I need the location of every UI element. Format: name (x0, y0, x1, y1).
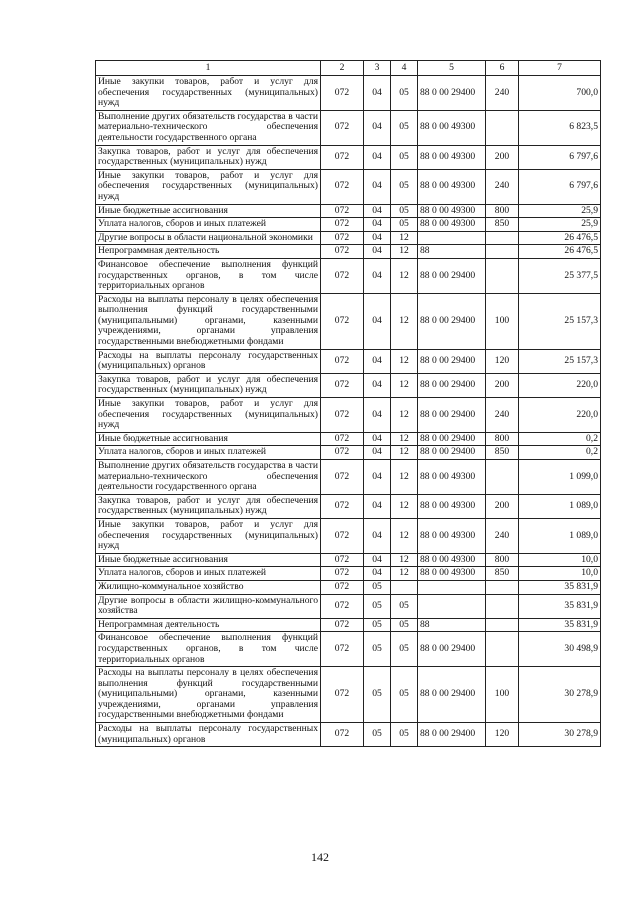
section-code-cell: 05 (364, 618, 391, 632)
section-code-cell: 04 (364, 169, 391, 204)
amount-cell: 35 831,9 (519, 594, 601, 618)
amount-cell: 6 797,6 (519, 169, 601, 204)
table-row (96, 231, 601, 245)
subsection-code-cell: 12 (391, 460, 418, 495)
table-row (96, 494, 601, 518)
subsection-code-cell: 05 (391, 76, 418, 111)
amount-cell: 220,0 (519, 398, 601, 433)
column-header: 4 (391, 61, 418, 76)
target-article-cell: 88 0 00 29400 (418, 373, 486, 397)
item-name-cell: Иные бюджетные ассигнования (96, 553, 321, 567)
subsection-code-cell: 05 (391, 723, 418, 747)
table-row (96, 145, 601, 169)
target-article-cell: 88 0 00 29400 (418, 258, 486, 293)
column-header: 5 (418, 61, 486, 76)
expense-type-cell: 800 (486, 204, 519, 218)
section-code-cell: 04 (364, 553, 391, 567)
grbs-code-cell: 072 (321, 553, 364, 567)
column-header: 2 (321, 61, 364, 76)
grbs-code-cell: 072 (321, 231, 364, 245)
subsection-code-cell: 12 (391, 258, 418, 293)
section-code-cell: 05 (364, 723, 391, 747)
expense-type-cell: 850 (486, 446, 519, 460)
table-row (96, 76, 601, 111)
item-name-cell: Расходы на выплаты персоналу в целях обеспечения выполнения функций государственными (муниципальными) органами, казенными учреждениями, органами управления государственными внебюджетными фондами (96, 667, 321, 723)
table-row (96, 518, 601, 553)
subsection-code-cell: 12 (391, 567, 418, 581)
grbs-code-cell: 072 (321, 460, 364, 495)
expense-type-cell: 240 (486, 398, 519, 433)
expense-type-cell (486, 594, 519, 618)
expense-type-cell: 120 (486, 349, 519, 373)
subsection-code-cell: 05 (391, 618, 418, 632)
grbs-code-cell: 072 (321, 245, 364, 259)
target-article-cell: 88 0 00 49300 (418, 494, 486, 518)
section-code-cell: 05 (364, 594, 391, 618)
item-name-cell: Финансовое обеспечение выполнения функций государственных органов, в том числе территориальных органов (96, 258, 321, 293)
expense-type-cell (486, 632, 519, 667)
subsection-code-cell: 05 (391, 218, 418, 232)
table-row (96, 258, 601, 293)
subsection-code-cell: 12 (391, 518, 418, 553)
target-article-cell: 88 0 00 29400 (418, 398, 486, 433)
amount-cell: 25 157,3 (519, 293, 601, 349)
grbs-code-cell: 072 (321, 518, 364, 553)
grbs-code-cell: 072 (321, 258, 364, 293)
target-article-cell: 88 0 00 49300 (418, 145, 486, 169)
item-name-cell: Другие вопросы в области национальной экономики (96, 231, 321, 245)
target-article-cell: 88 0 00 49300 (418, 110, 486, 145)
grbs-code-cell: 072 (321, 594, 364, 618)
grbs-code-cell: 072 (321, 618, 364, 632)
expense-type-cell (486, 245, 519, 259)
item-name-cell: Закупка товаров, работ и услуг для обеспечения государственных (муниципальных) нужд (96, 494, 321, 518)
page-number: 142 (311, 850, 329, 864)
table-row (96, 169, 601, 204)
section-code-cell: 05 (364, 667, 391, 723)
table-row (96, 594, 601, 618)
table-row (96, 580, 601, 594)
target-article-cell (418, 594, 486, 618)
column-header: 7 (519, 61, 601, 76)
expense-type-cell: 200 (486, 373, 519, 397)
grbs-code-cell: 072 (321, 169, 364, 204)
column-header: 1 (96, 61, 321, 76)
subsection-code-cell: 12 (391, 231, 418, 245)
section-code-cell: 04 (364, 110, 391, 145)
item-name-cell: Непрограммная деятельность (96, 245, 321, 259)
section-code-cell: 04 (364, 145, 391, 169)
budget-table (95, 60, 601, 747)
expense-type-cell (486, 231, 519, 245)
subsection-code-cell: 12 (391, 553, 418, 567)
section-code-cell: 04 (364, 432, 391, 446)
expense-type-cell: 100 (486, 293, 519, 349)
expense-type-cell: 800 (486, 432, 519, 446)
section-code-cell: 04 (364, 398, 391, 433)
table-row (96, 349, 601, 373)
target-article-cell: 88 0 00 49300 (418, 204, 486, 218)
subsection-code-cell: 12 (391, 373, 418, 397)
expense-type-cell: 100 (486, 667, 519, 723)
section-code-cell: 04 (364, 460, 391, 495)
item-name-cell: Непрограммная деятельность (96, 618, 321, 632)
table-row (96, 567, 601, 581)
item-name-cell: Жилищно-коммунальное хозяйство (96, 580, 321, 594)
item-name-cell: Иные закупки товаров, работ и услуг для обеспечения государственных (муниципальных) нужд (96, 76, 321, 111)
amount-cell: 25,9 (519, 218, 601, 232)
item-name-cell: Расходы на выплаты персоналу государственных (муниципальных) органов (96, 349, 321, 373)
target-article-cell: 88 0 00 49300 (418, 567, 486, 581)
subsection-code-cell: 12 (391, 293, 418, 349)
section-code-cell: 04 (364, 231, 391, 245)
amount-cell: 700,0 (519, 76, 601, 111)
amount-cell: 30 278,9 (519, 723, 601, 747)
table-row (96, 553, 601, 567)
grbs-code-cell: 072 (321, 218, 364, 232)
expense-type-cell (486, 618, 519, 632)
expense-type-cell (486, 580, 519, 594)
target-article-cell: 88 0 00 29400 (418, 432, 486, 446)
item-name-cell: Уплата налогов, сборов и иных платежей (96, 218, 321, 232)
target-article-cell: 88 (418, 245, 486, 259)
amount-cell: 0,2 (519, 446, 601, 460)
table-row (96, 204, 601, 218)
section-code-cell: 04 (364, 494, 391, 518)
amount-cell: 6 823,5 (519, 110, 601, 145)
item-name-cell: Расходы на выплаты персоналу в целях обеспечения выполнения функций государственными (муниципальными) органами, казенными учреждениями, органами управления государственными внебюджетными фондами (96, 293, 321, 349)
amount-cell: 10,0 (519, 553, 601, 567)
header-row (96, 61, 601, 76)
table-row (96, 632, 601, 667)
item-name-cell: Иные закупки товаров, работ и услуг для обеспечения государственных (муниципальных) нужд (96, 398, 321, 433)
section-code-cell: 05 (364, 632, 391, 667)
subsection-code-cell: 12 (391, 245, 418, 259)
item-name-cell: Другие вопросы в области жилищно-коммунального хозяйства (96, 594, 321, 618)
target-article-cell: 88 (418, 618, 486, 632)
table-row (96, 667, 601, 723)
item-name-cell: Иные закупки товаров, работ и услуг для обеспечения государственных (муниципальных) нужд (96, 169, 321, 204)
amount-cell: 1 089,0 (519, 518, 601, 553)
amount-cell: 30 278,9 (519, 667, 601, 723)
subsection-code-cell: 12 (391, 494, 418, 518)
grbs-code-cell: 072 (321, 349, 364, 373)
amount-cell: 35 831,9 (519, 580, 601, 594)
section-code-cell: 04 (364, 293, 391, 349)
target-article-cell (418, 580, 486, 594)
subsection-code-cell: 05 (391, 667, 418, 723)
subsection-code-cell: 05 (391, 169, 418, 204)
grbs-code-cell: 072 (321, 567, 364, 581)
table-row (96, 723, 601, 747)
item-name-cell: Иные бюджетные ассигнования (96, 204, 321, 218)
table-row (96, 218, 601, 232)
target-article-cell: 88 0 00 29400 (418, 349, 486, 373)
table-row (96, 245, 601, 259)
target-article-cell: 88 0 00 49300 (418, 218, 486, 232)
grbs-code-cell: 072 (321, 667, 364, 723)
amount-cell: 25 377,5 (519, 258, 601, 293)
amount-cell: 35 831,9 (519, 618, 601, 632)
target-article-cell (418, 231, 486, 245)
section-code-cell: 04 (364, 349, 391, 373)
target-article-cell: 88 0 00 29400 (418, 293, 486, 349)
item-name-cell: Финансовое обеспечение выполнения функций государственных органов, в том числе территориальных органов (96, 632, 321, 667)
amount-cell: 10,0 (519, 567, 601, 581)
section-code-cell: 04 (364, 567, 391, 581)
item-name-cell: Иные закупки товаров, работ и услуг для обеспечения государственных (муниципальных) нужд (96, 518, 321, 553)
subsection-code-cell: 05 (391, 594, 418, 618)
item-name-cell: Выполнение других обязательств государства в части материально-технического обеспечения деятельности государственного органа (96, 110, 321, 145)
column-header: 6 (486, 61, 519, 76)
expense-type-cell: 800 (486, 553, 519, 567)
grbs-code-cell: 072 (321, 580, 364, 594)
expense-type-cell: 240 (486, 518, 519, 553)
grbs-code-cell: 072 (321, 76, 364, 111)
amount-cell: 1 099,0 (519, 460, 601, 495)
expense-type-cell: 850 (486, 218, 519, 232)
subsection-code-cell: 12 (391, 398, 418, 433)
subsection-code-cell: 05 (391, 632, 418, 667)
table-row (96, 293, 601, 349)
target-article-cell: 88 0 00 49300 (418, 518, 486, 553)
section-code-cell: 04 (364, 258, 391, 293)
table-row (96, 432, 601, 446)
target-article-cell: 88 0 00 29400 (418, 446, 486, 460)
expense-type-cell (486, 460, 519, 495)
target-article-cell: 88 0 00 49300 (418, 169, 486, 204)
subsection-code-cell (391, 580, 418, 594)
item-name-cell: Уплата налогов, сборов и иных платежей (96, 567, 321, 581)
grbs-code-cell: 072 (321, 494, 364, 518)
section-code-cell: 04 (364, 218, 391, 232)
subsection-code-cell: 05 (391, 145, 418, 169)
section-code-cell: 04 (364, 446, 391, 460)
item-name-cell: Иные бюджетные ассигнования (96, 432, 321, 446)
amount-cell: 26 476,5 (519, 231, 601, 245)
grbs-code-cell: 072 (321, 432, 364, 446)
table-row (96, 398, 601, 433)
expense-type-cell: 850 (486, 567, 519, 581)
target-article-cell: 88 0 00 29400 (418, 723, 486, 747)
grbs-code-cell: 072 (321, 373, 364, 397)
target-article-cell: 88 0 00 29400 (418, 667, 486, 723)
expense-type-cell: 240 (486, 169, 519, 204)
grbs-code-cell: 072 (321, 632, 364, 667)
column-header: 3 (364, 61, 391, 76)
subsection-code-cell: 12 (391, 432, 418, 446)
grbs-code-cell: 072 (321, 398, 364, 433)
table-row (96, 373, 601, 397)
target-article-cell: 88 0 00 49300 (418, 460, 486, 495)
amount-cell: 26 476,5 (519, 245, 601, 259)
table-row (96, 110, 601, 145)
section-code-cell: 04 (364, 518, 391, 553)
expense-type-cell: 120 (486, 723, 519, 747)
amount-cell: 25,9 (519, 204, 601, 218)
subsection-code-cell: 12 (391, 446, 418, 460)
section-code-cell: 04 (364, 76, 391, 111)
section-code-cell: 04 (364, 204, 391, 218)
table-row (96, 460, 601, 495)
amount-cell: 220,0 (519, 373, 601, 397)
amount-cell: 25 157,3 (519, 349, 601, 373)
table-body (96, 76, 601, 747)
item-name-cell: Уплата налогов, сборов и иных платежей (96, 446, 321, 460)
section-code-cell: 04 (364, 245, 391, 259)
table-row (96, 446, 601, 460)
target-article-cell: 88 0 00 29400 (418, 632, 486, 667)
amount-cell: 6 797,6 (519, 145, 601, 169)
subsection-code-cell: 05 (391, 204, 418, 218)
target-article-cell: 88 0 00 29400 (418, 76, 486, 111)
item-name-cell: Закупка товаров, работ и услуг для обеспечения государственных (муниципальных) нужд (96, 145, 321, 169)
amount-cell: 0,2 (519, 432, 601, 446)
grbs-code-cell: 072 (321, 204, 364, 218)
section-code-cell: 04 (364, 373, 391, 397)
grbs-code-cell: 072 (321, 723, 364, 747)
grbs-code-cell: 072 (321, 110, 364, 145)
section-code-cell: 05 (364, 580, 391, 594)
target-article-cell: 88 0 00 49300 (418, 553, 486, 567)
item-name-cell: Расходы на выплаты персоналу государственных (муниципальных) органов (96, 723, 321, 747)
expense-type-cell (486, 258, 519, 293)
expense-type-cell: 240 (486, 76, 519, 111)
grbs-code-cell: 072 (321, 446, 364, 460)
subsection-code-cell: 05 (391, 110, 418, 145)
subsection-code-cell: 12 (391, 349, 418, 373)
expense-type-cell (486, 110, 519, 145)
grbs-code-cell: 072 (321, 293, 364, 349)
item-name-cell: Выполнение других обязательств государства в части материально-технического обеспечения деятельности государственного органа (96, 460, 321, 495)
item-name-cell: Закупка товаров, работ и услуг для обеспечения государственных (муниципальных) нужд (96, 373, 321, 397)
expense-type-cell: 200 (486, 145, 519, 169)
table-row (96, 618, 601, 632)
amount-cell: 1 089,0 (519, 494, 601, 518)
grbs-code-cell: 072 (321, 145, 364, 169)
amount-cell: 30 498,9 (519, 632, 601, 667)
expense-type-cell: 200 (486, 494, 519, 518)
